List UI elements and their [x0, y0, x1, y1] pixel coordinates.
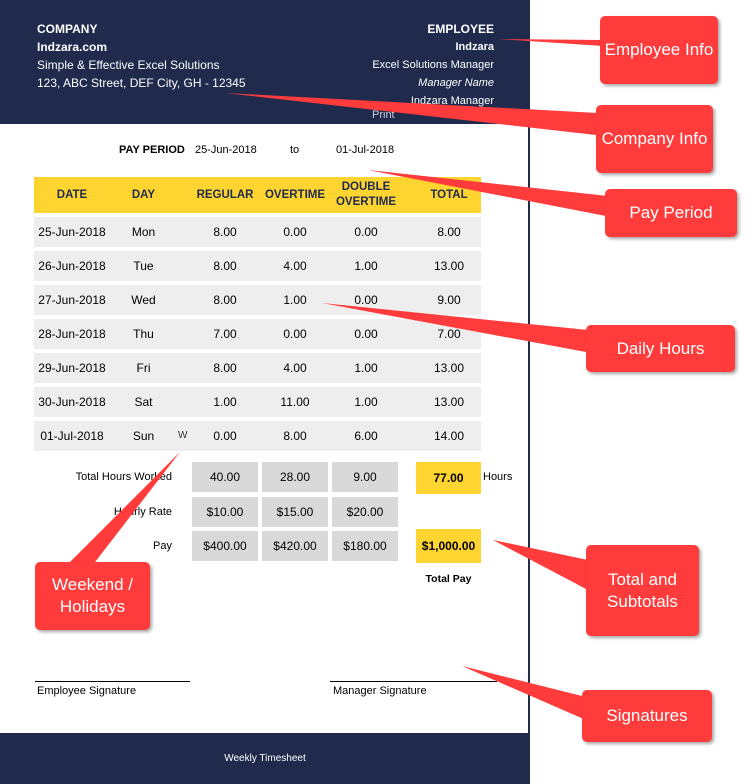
cell-date: 27-Jun-2018 [38, 293, 106, 307]
employee-title: Excel Solutions Manager [372, 59, 494, 71]
arrow-pay-period [368, 170, 608, 216]
pay-period-end[interactable]: 01-Jul-2018 [336, 144, 395, 156]
total-pay-value: $1,000.00 [416, 529, 481, 563]
cell-date: 26-Jun-2018 [38, 259, 106, 273]
cell-double-overtime[interactable]: 1.00 [354, 259, 378, 273]
manager-signature-label: Manager Signature [333, 685, 427, 697]
cell-total: 14.00 [433, 429, 465, 443]
overtime-pay: $420.00 [262, 531, 328, 561]
overtime-rate[interactable]: $15.00 [262, 497, 328, 527]
col-date-header: DATE [56, 188, 88, 201]
company-name: Indzara.com [37, 40, 108, 54]
total-double-overtime-hours: 9.00 [332, 462, 398, 492]
callout-company-info: Company Info [596, 105, 713, 173]
callout-signatures: Signatures [582, 690, 712, 742]
cell-regular[interactable]: 8.00 [213, 259, 237, 273]
cell-total: 8.00 [437, 225, 461, 239]
cell-regular[interactable]: 7.00 [213, 327, 237, 341]
regular-rate[interactable]: $10.00 [192, 497, 258, 527]
cell-regular[interactable]: 8.00 [213, 293, 237, 307]
cell-total: 7.00 [437, 327, 461, 341]
cell-overtime[interactable]: 0.00 [283, 327, 307, 341]
total-regular-hours: 40.00 [192, 462, 258, 492]
cell-day: Tue [133, 259, 154, 273]
double-overtime-rate[interactable]: $20.00 [332, 497, 398, 527]
manager-name: Indzara Manager [410, 95, 494, 107]
cell-double-overtime[interactable]: 0.00 [354, 293, 378, 307]
company-heading: COMPANY [37, 22, 98, 36]
cell-overtime[interactable]: 4.00 [283, 361, 307, 375]
pay-period-start[interactable]: 25-Jun-2018 [195, 144, 257, 156]
cell-day: Sun [132, 429, 155, 443]
cell-double-overtime[interactable]: 1.00 [354, 395, 378, 409]
arrow-weekend [60, 452, 180, 575]
arrow-daily-hours [322, 303, 588, 352]
cell-overtime[interactable]: 1.00 [283, 293, 307, 307]
cell-total: 13.00 [433, 361, 465, 375]
cell-overtime[interactable]: 4.00 [283, 259, 307, 273]
footer-title: Weekly Timesheet [224, 753, 306, 764]
col-regular-header: REGULAR [196, 188, 254, 201]
regular-pay: $400.00 [192, 531, 258, 561]
arrow-employee-info [498, 39, 603, 46]
callout-totals: Total and Subtotals [586, 545, 699, 636]
company-tagline: Simple & Effective Excel Solutions [37, 58, 220, 72]
cell-overtime[interactable]: 0.00 [283, 225, 307, 239]
pay-label: Pay [153, 540, 172, 552]
cell-date: 30-Jun-2018 [38, 395, 106, 409]
cell-double-overtime[interactable]: 0.00 [354, 327, 378, 341]
col-overtime-header: OVERTIME [264, 188, 326, 201]
col-day-header: DAY [131, 188, 156, 201]
weekend-marker: W [178, 430, 188, 441]
callout-pay-period: Pay Period [605, 189, 737, 237]
manager-label: Manager Name [418, 77, 494, 89]
double-overtime-pay: $180.00 [332, 531, 398, 561]
pay-period-to: to [290, 144, 300, 156]
cell-overtime[interactable]: 11.00 [280, 395, 310, 409]
cell-date: 25-Jun-2018 [38, 225, 106, 239]
col-total-header: TOTAL [430, 188, 468, 201]
cell-day: Thu [133, 327, 154, 341]
cell-day: Mon [131, 225, 156, 239]
company-address: 123, ABC Street, DEF City, GH - 12345 [37, 76, 246, 90]
pay-period-label: PAY PERIOD [119, 144, 185, 156]
cell-regular[interactable]: 1.00 [213, 395, 237, 409]
employee-signature-label: Employee Signature [37, 685, 137, 697]
arrow-signatures [462, 666, 586, 720]
hours-unit: Hours [483, 471, 513, 483]
grand-total-hours: 77.00 [416, 462, 481, 494]
hourly-rate-label: Hourly Rate [113, 506, 172, 518]
cell-double-overtime[interactable]: 0.00 [354, 225, 378, 239]
cell-regular[interactable]: 8.00 [213, 361, 237, 375]
cell-day: Sat [134, 395, 153, 409]
cell-total: 9.00 [437, 293, 461, 307]
total-hours-label: Total Hours Worked [75, 471, 172, 483]
cell-regular[interactable]: 0.00 [213, 429, 237, 443]
cell-day: Fri [136, 361, 151, 375]
cell-double-overtime[interactable]: 1.00 [354, 361, 378, 375]
cell-double-overtime[interactable]: 6.00 [354, 429, 378, 443]
cell-day: Wed [131, 293, 156, 307]
cell-regular[interactable]: 8.00 [213, 225, 237, 239]
col-double-overtime-header: DOUBLE OVERTIME [335, 181, 397, 208]
cell-total: 13.00 [433, 259, 465, 273]
callout-employee-info: Employee Info [600, 16, 718, 84]
arrow-company-info [225, 93, 598, 135]
total-pay-label: Total Pay [425, 573, 472, 585]
employee-name: Indzara [455, 41, 494, 53]
cell-total: 13.00 [433, 395, 465, 409]
cell-date: 28-Jun-2018 [38, 327, 106, 341]
callout-weekend: Weekend / Holidays [35, 562, 150, 630]
clipped-text: Print [372, 109, 395, 121]
cell-date: 01-Jul-2018 [40, 429, 104, 443]
total-overtime-hours: 28.00 [262, 462, 328, 492]
employee-heading: EMPLOYEE [427, 22, 494, 36]
cell-overtime[interactable]: 8.00 [283, 429, 307, 443]
callout-daily-hours: Daily Hours [586, 325, 735, 372]
arrow-totals [493, 540, 588, 590]
cell-date: 29-Jun-2018 [38, 361, 106, 375]
